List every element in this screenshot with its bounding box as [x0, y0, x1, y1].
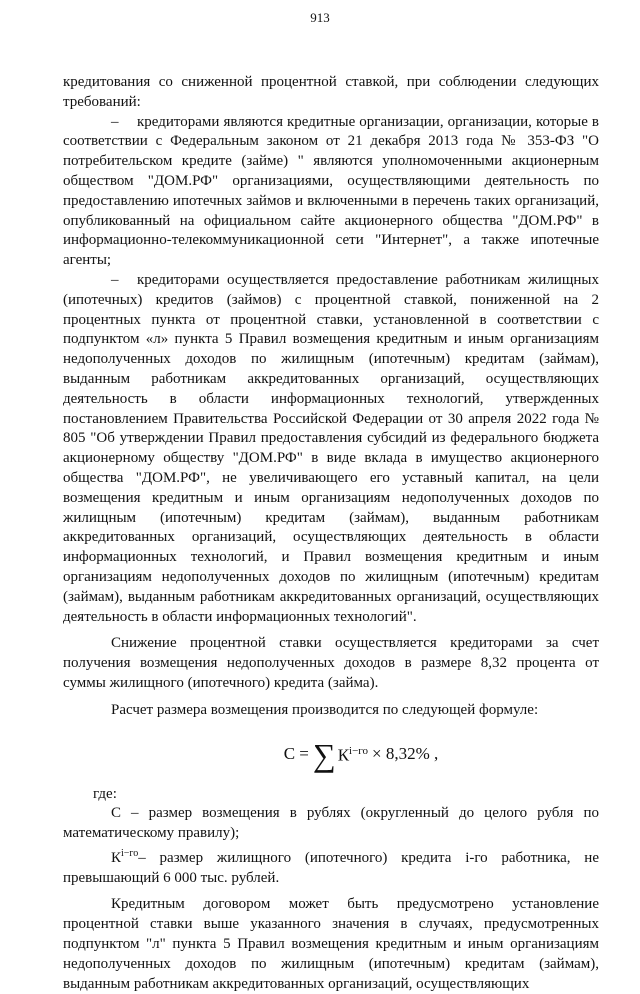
formula-lhs: С =	[283, 743, 309, 763]
document-body	[63, 73, 599, 994]
intro-paragraph: кредитования со сниженной процентной ставкой, при соблюдении следующих требований:	[63, 74, 599, 110]
formula-rest: × 8,32% ,	[372, 743, 439, 763]
list-item-text: кредиторами являются кредитные организации, организации, которые в соответствии с Федеральным законом от 21 декабря 2013 года № 353-ФЗ "О потребительском кредите (займе) " являются уполномоченными акционерным обществом "ДОМ.РФ" организациями, осуществляющими деятельность по предоставлению ипотечных займов и включенными в перечень таких организаций, опубликованный на официальном сайте акционерного общества "ДОМ.РФ" в информационно-телекоммуникационной сети "Интернет", а также ипотечные агенты;	[63, 113, 599, 269]
list-item-provision	[63, 271, 599, 627]
page-number: 913	[310, 10, 330, 25]
definition-k	[63, 844, 599, 889]
sum-symbol: ∑	[312, 736, 336, 773]
compensation-formula	[63, 733, 599, 775]
formula-intro: Расчет размера возмещения производится по следующей формуле:	[111, 701, 539, 718]
rate-reduction-paragraph: Снижение процентной ставки осуществляется кредиторами за счет получения возмещения недополученных доходов в размере 8,32 процента от суммы жилищного (ипотечного) кредита (займа).	[63, 635, 599, 691]
definition-k-superscript: i−го	[121, 847, 139, 859]
list-dash: –	[111, 113, 119, 130]
closing-paragraph: Кредитным договором может быть предусмотрено установление процентной ставки выше указанного значения в случаях, предусмотренных подпунктом "л" пункта 5 Правил возмещения кредитным и иным организациям недополученных доходов по жилищным (ипотечным) кредитам (займам), выданным работникам аккредитованных организаций, осуществляющих	[63, 896, 599, 992]
formula-k: $К^{i-го}$	[337, 744, 369, 765]
definition-k-symbol: К	[111, 849, 122, 866]
definition-c: С – размер возмещения в рублях (округленный до целого рубля по математическому правилу);	[63, 805, 599, 842]
list-dash: –	[111, 271, 119, 288]
where-label: где:	[93, 785, 117, 802]
list-item-creditors	[63, 113, 599, 271]
formula-k-superscript: i−го	[349, 744, 369, 757]
list-item-text: кредиторами осуществляется предоставление работникам жилищных (ипотечных) кредитов (займов) с процентной ставкой, пониженной на 2 процентных пункта от процентной ставки, установленной в соответствии с подпунктом «л» пункта 5 Правил возмещения кредитным и иным организациям недополученных доходов по жилищным (ипотечным) кредитам (займам), выданным работникам аккредитованных организаций, осуществляющих деятельность в области информационных технологий, утвержденных постановлением Правительства Российской Федерации от 30 апреля 2022 года № 805 "Об утверждении Правил предоставления субсидий из федерального бюджета акционерному обществу "ДОМ.РФ" в виде вклада в имущество акционерного общества "ДОМ.РФ", не увеличивающего его уставный капитал, на цели возмещения кредитным и иным организациям недополученных доходов по жилищным (ипотечным) кредитам (займам), выданным работникам аккредитованных организаций, осуществляющих деятельность в области информационных технологий, и Правил возмещения кредитным и иным организациям недополученных доходов по жилищным (ипотечным) кредитам (займам), выданным работникам аккредитованных организаций, осуществляющих деятельность в области информационных технологий".	[63, 271, 599, 625]
definition-k-text: – размер жилищного (ипотечного) кредита i-го работника, не превышающий 6 000 тыс. рублей.	[63, 849, 599, 886]
